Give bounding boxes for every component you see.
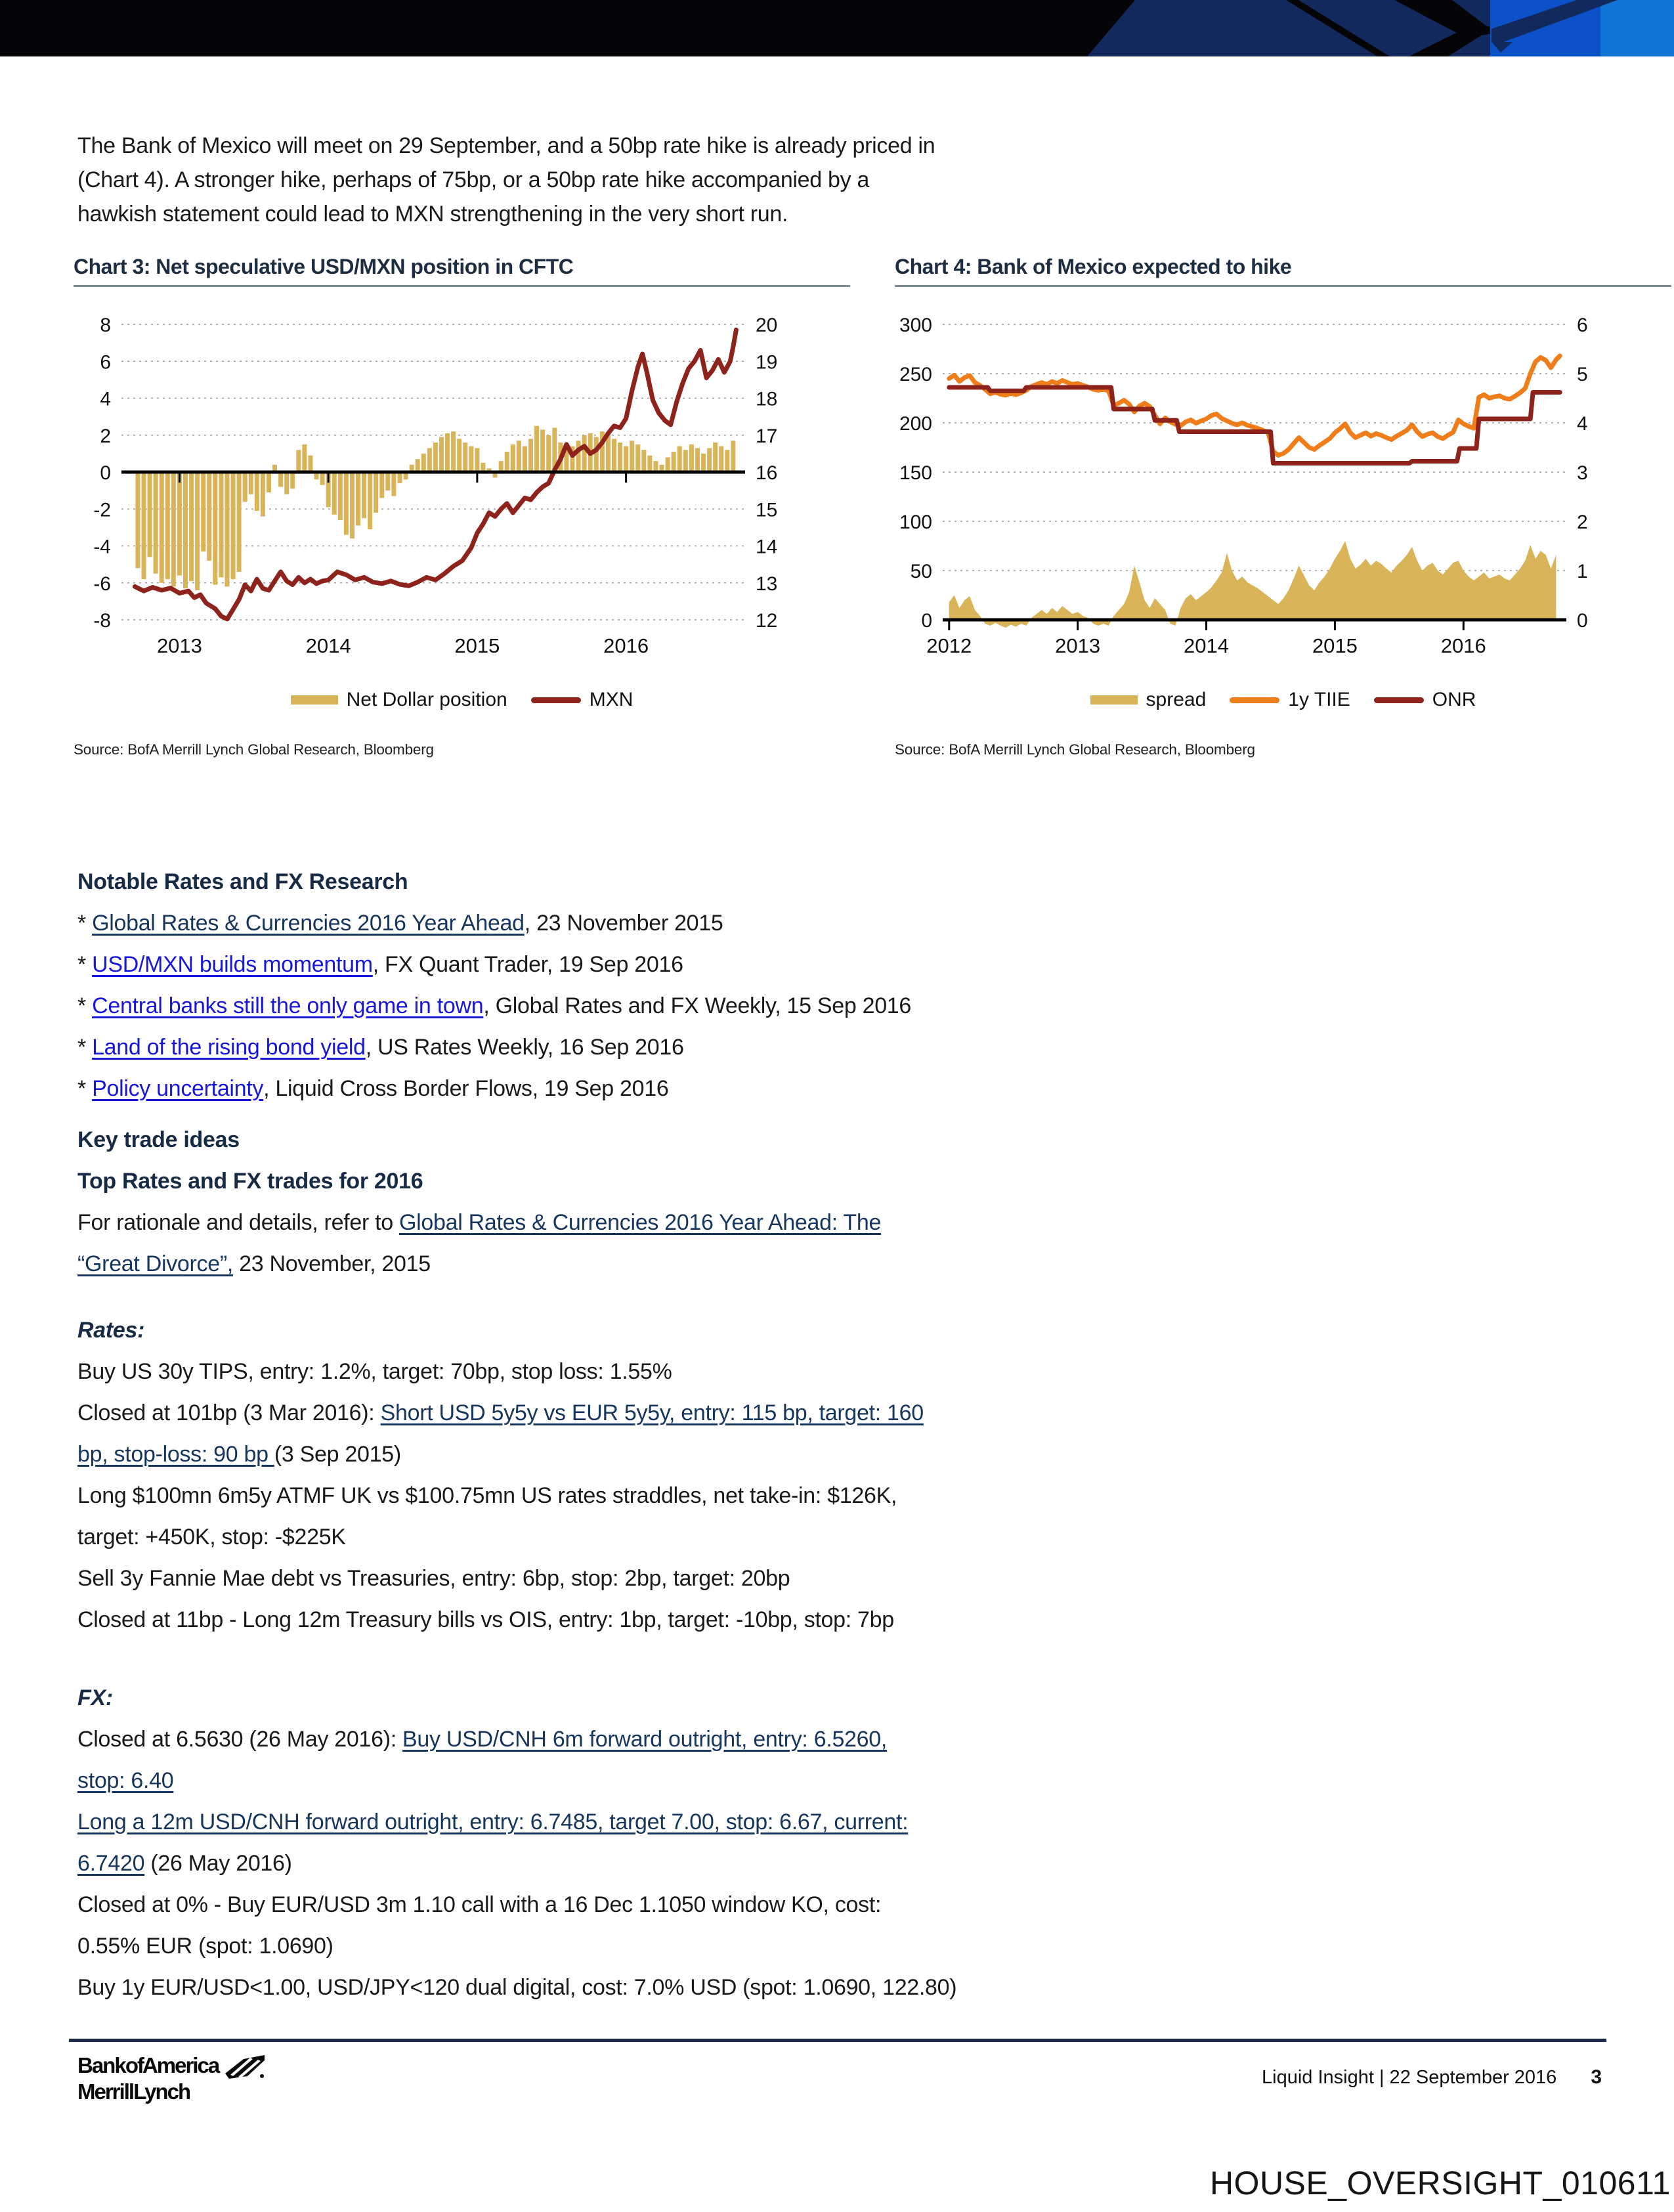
legend-label: ONR xyxy=(1432,689,1476,710)
text-segment: Long $100mn 6m5y ATMF UK vs $100.75mn US rates straddles, net take-in: $126K, xyxy=(77,1483,897,1508)
svg-text:2016: 2016 xyxy=(1440,634,1486,657)
svg-text:250: 250 xyxy=(899,364,932,385)
text-line xyxy=(77,903,1600,944)
text-segment: (3 Sep 2015) xyxy=(274,1442,401,1467)
text-line xyxy=(77,1027,1600,1068)
text-line xyxy=(77,1351,1600,1393)
link[interactable]: bp, stop-loss: 90 bp xyxy=(77,1442,274,1467)
text-line xyxy=(77,129,1141,163)
text-segment: 23 November, 2015 xyxy=(233,1251,431,1276)
text-line xyxy=(77,1719,1600,1760)
svg-text:2015: 2015 xyxy=(1312,634,1358,657)
text-line xyxy=(77,1068,1600,1110)
key-trade-ideas-section xyxy=(77,1119,1600,1285)
section-heading xyxy=(77,1119,1600,1161)
text-segment: * xyxy=(77,952,93,977)
chart3-title: Chart 3: Net speculative USD/MXN position in CFTC xyxy=(74,255,574,278)
chart-canvas xyxy=(895,287,1669,671)
text-segment: Buy US 30y TIPS, entry: 1.2%, target: 70bp, stop loss: 1.55% xyxy=(77,1359,672,1384)
link[interactable]: “Great Divorce”, xyxy=(77,1251,234,1276)
text-line xyxy=(77,1517,1600,1558)
link[interactable]: stop: 6.40 xyxy=(77,1768,174,1793)
svg-text:-4: -4 xyxy=(93,536,111,558)
bofa-flag-icon xyxy=(224,2054,266,2080)
footer-divider xyxy=(69,2039,1606,2042)
text-segment: , FX Quant Trader, 19 Sep 2016 xyxy=(372,952,683,977)
text-segment: * xyxy=(77,993,93,1018)
legend-label: Net Dollar position xyxy=(346,689,507,710)
text-segment: Sell 3y Fannie Mae debt vs Treasuries, entry: 6bp, stop: 2bp, target: 20bp xyxy=(77,1566,790,1591)
text-segment: Closed at 11bp - Long 12m Treasury bills vs OIS, entry: 1bp, target: -10bp, stop: 7bp xyxy=(77,1607,894,1632)
text-segment: , 23 November 2015 xyxy=(524,911,723,936)
svg-text:5: 5 xyxy=(1577,364,1588,385)
legend-label: 1y TIIE xyxy=(1288,689,1350,710)
svg-text:0: 0 xyxy=(921,610,932,632)
section-heading xyxy=(77,1678,1600,1719)
oversight-watermark: HOUSE_OVERSIGHT_010611 xyxy=(1209,2165,1671,2201)
top-banner xyxy=(0,0,1674,56)
svg-text:15: 15 xyxy=(756,499,778,521)
text-segment: Buy 1y EUR/USD<1.00, USD/JPY<120 dual digital, cost: 7.0% USD (spot: 1.0690, 122.80) xyxy=(77,1975,957,2000)
text-segment: Closed at 101bp (3 Mar 2016): xyxy=(77,1400,381,1425)
chart4-column xyxy=(895,255,1671,758)
svg-text:16: 16 xyxy=(756,462,778,484)
text-segment: , Global Rates and FX Weekly, 15 Sep 2016 xyxy=(483,993,912,1018)
svg-text:13: 13 xyxy=(756,573,778,595)
text-line xyxy=(77,1926,1600,1967)
legend-swatch xyxy=(1374,697,1424,703)
chart4-title: Chart 4: Bank of Mexico expected to hike xyxy=(895,255,1292,278)
text-segment: * xyxy=(77,911,93,936)
svg-text:300: 300 xyxy=(899,314,932,336)
svg-text:2016: 2016 xyxy=(603,634,649,657)
link[interactable]: Central banks still the only game in town xyxy=(92,993,484,1018)
legend-item xyxy=(1230,689,1350,711)
link[interactable]: Short USD 5y5y vs EUR 5y5y, entry: 115 bp, target: 160 xyxy=(380,1400,924,1425)
section-heading xyxy=(77,861,1600,903)
svg-text:18: 18 xyxy=(756,388,778,410)
text-line xyxy=(77,1884,1600,1926)
section-heading xyxy=(77,1161,1600,1202)
text-line xyxy=(77,1244,1600,1285)
legend-item xyxy=(1374,689,1476,711)
text-segment: For rationale and details, refer to xyxy=(77,1210,400,1235)
text-segment: , Liquid Cross Border Flows, 19 Sep 2016 xyxy=(263,1076,669,1101)
text-line xyxy=(77,163,1141,197)
text-line xyxy=(77,1558,1600,1599)
rates-section xyxy=(77,1310,1600,1641)
bofa-ml-logo xyxy=(77,2054,266,2103)
footer-doc-title: Liquid Insight | 22 September 2016 xyxy=(1262,2067,1557,2088)
link[interactable]: Global Rates & Currencies 2016 Year Ahead xyxy=(92,911,525,936)
legend-item xyxy=(1090,689,1207,711)
text-segment: The Bank of Mexico will meet on 29 September, and a 50bp rate hike is already priced in xyxy=(77,133,935,158)
page-number: 3 xyxy=(1591,2066,1602,2088)
text-line xyxy=(77,1760,1600,1802)
text-line xyxy=(77,1843,1600,1884)
svg-text:6: 6 xyxy=(1577,314,1588,336)
link[interactable]: USD/MXN builds momentum xyxy=(92,952,373,977)
svg-text:2: 2 xyxy=(1577,511,1588,533)
chart4-plot xyxy=(895,287,1671,674)
text-line xyxy=(77,986,1600,1027)
svg-text:2012: 2012 xyxy=(926,634,972,657)
text-segment: Closed at 6.5630 (26 May 2016): xyxy=(77,1727,403,1752)
logo-line1: Bank of America xyxy=(77,2053,219,2077)
footer-right xyxy=(1262,2066,1602,2089)
svg-text:-2: -2 xyxy=(93,499,111,521)
text-line xyxy=(77,1393,1600,1434)
fx-section xyxy=(77,1678,1600,2008)
text-line xyxy=(77,1202,1600,1244)
svg-text:2014: 2014 xyxy=(1184,634,1230,657)
svg-text:20: 20 xyxy=(756,314,778,336)
text-line xyxy=(77,1599,1600,1641)
chart3-legend xyxy=(74,689,850,711)
legend-item xyxy=(531,689,633,711)
svg-text:1: 1 xyxy=(1577,561,1588,582)
text-segment: (Chart 4). A stronger hike, perhaps of 75bp, or a 50bp rate hike accompanied by a xyxy=(77,167,870,192)
chart4-source: Source: BofA Merrill Lynch Global Research, Bloomberg xyxy=(895,741,1255,758)
svg-text:19: 19 xyxy=(756,351,778,374)
text-segment: * xyxy=(77,1035,93,1060)
link[interactable]: Policy uncertainty xyxy=(92,1076,264,1101)
text-line xyxy=(77,197,1141,231)
legend-swatch xyxy=(1230,697,1279,703)
svg-text:4: 4 xyxy=(100,388,111,410)
text-segment: Top Rates and FX trades for 2016 xyxy=(77,1169,423,1194)
text-segment: hawkish statement could lead to MXN strengthening in the very short run. xyxy=(77,201,788,227)
svg-text:150: 150 xyxy=(899,462,932,484)
legend-label: MXN xyxy=(589,689,633,710)
legend-swatch xyxy=(531,697,581,703)
link[interactable]: Long a 12m USD/CNH forward outright, entry: 6.7485, target 7.00, stop: 6.67, current: xyxy=(77,1810,909,1834)
intro-paragraph xyxy=(77,129,1141,231)
svg-text:14: 14 xyxy=(756,536,778,558)
svg-text:4: 4 xyxy=(1577,413,1588,435)
svg-text:0: 0 xyxy=(100,462,111,484)
section-heading xyxy=(77,1310,1600,1351)
svg-text:2014: 2014 xyxy=(305,634,351,657)
legend-label: spread xyxy=(1146,689,1207,710)
text-line xyxy=(77,1434,1600,1475)
svg-text:0: 0 xyxy=(1577,610,1588,632)
legend-swatch xyxy=(291,695,338,705)
svg-text:100: 100 xyxy=(899,511,932,533)
logo-line2: Merrill Lynch xyxy=(77,2079,190,2104)
notable-research-section xyxy=(77,861,1600,1110)
chart3-column xyxy=(74,255,850,758)
text-segment: FX: xyxy=(77,1685,113,1710)
link[interactable]: Global Rates & Currencies 2016 Year Ahead: The xyxy=(399,1210,882,1235)
svg-text:2013: 2013 xyxy=(1055,634,1101,657)
svg-text:2013: 2013 xyxy=(156,634,202,657)
text-segment: 0.55% EUR (spot: 1.0690) xyxy=(77,1934,333,1959)
chart-canvas xyxy=(74,287,848,671)
text-segment: Rates: xyxy=(77,1318,145,1343)
svg-text:8: 8 xyxy=(100,314,111,336)
svg-text:17: 17 xyxy=(756,425,778,447)
text-line xyxy=(77,1967,1600,2008)
text-line xyxy=(77,1802,1600,1843)
text-segment: , US Rates Weekly, 16 Sep 2016 xyxy=(365,1035,684,1060)
text-line xyxy=(77,1475,1600,1517)
svg-text:6: 6 xyxy=(100,351,111,374)
link[interactable]: Land of the rising bond yield xyxy=(92,1035,366,1060)
chart4-legend xyxy=(895,689,1671,711)
text-segment: Notable Rates and FX Research xyxy=(77,869,408,894)
svg-text:3: 3 xyxy=(1577,462,1588,484)
chart3-source: Source: BofA Merrill Lynch Global Research, Bloomberg xyxy=(74,741,434,758)
text-segment: Key trade ideas xyxy=(77,1127,240,1152)
text-segment: Closed at 0% - Buy EUR/USD 3m 1.10 call with a 16 Dec 1.1050 window KO, cost: xyxy=(77,1892,882,1917)
svg-text:200: 200 xyxy=(899,413,932,435)
svg-text:-6: -6 xyxy=(93,573,111,595)
legend-swatch xyxy=(1090,695,1138,705)
text-line xyxy=(77,944,1600,986)
text-segment: target: +450K, stop: -$225K xyxy=(77,1525,346,1550)
svg-text:-8: -8 xyxy=(93,610,111,632)
legend-item xyxy=(291,689,507,711)
text-segment: * xyxy=(77,1076,93,1101)
svg-text:50: 50 xyxy=(910,561,932,582)
svg-text:12: 12 xyxy=(756,610,778,632)
svg-text:2: 2 xyxy=(100,425,111,447)
link[interactable]: Buy USD/CNH 6m forward outright, entry: 6.5260, xyxy=(402,1727,888,1752)
banner-motif-graphic xyxy=(0,0,1674,56)
text-segment: (26 May 2016) xyxy=(144,1851,292,1876)
chart3-plot xyxy=(74,287,850,674)
link[interactable]: 6.7420 xyxy=(77,1851,145,1876)
svg-text:2015: 2015 xyxy=(454,634,500,657)
